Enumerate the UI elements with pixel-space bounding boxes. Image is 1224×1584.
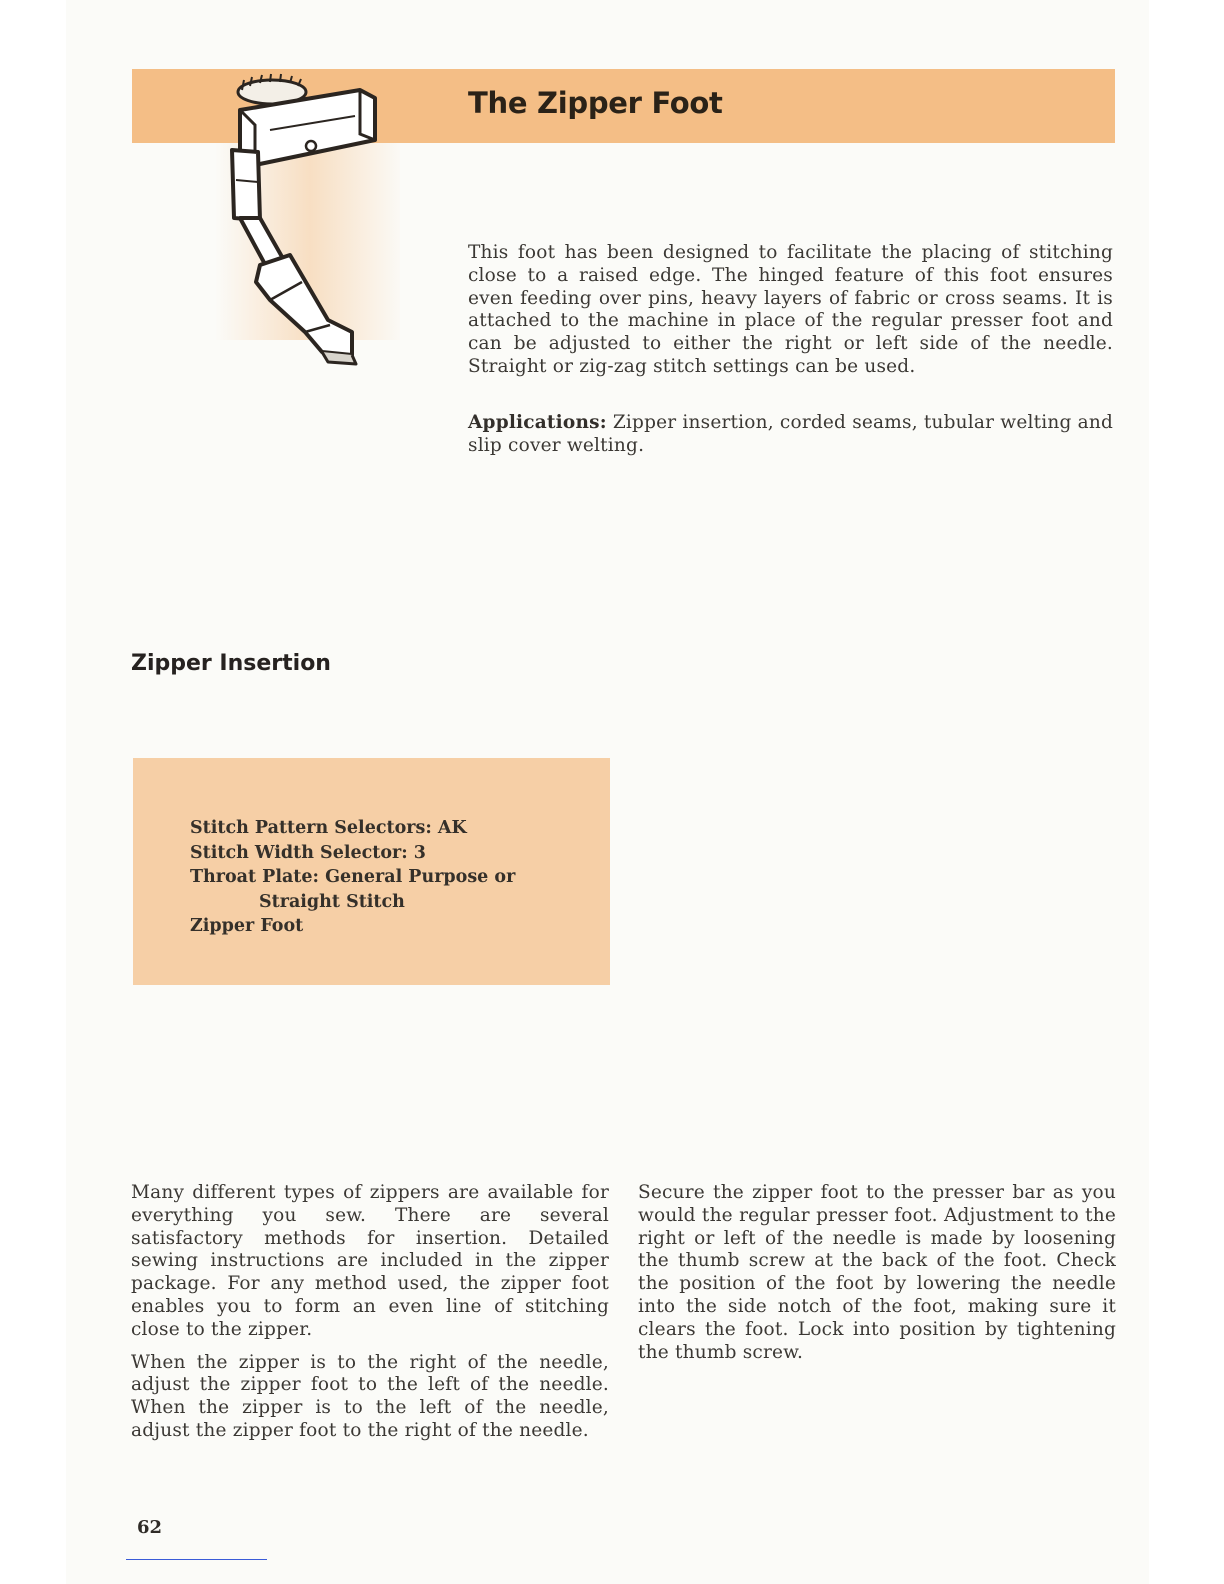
right-column xyxy=(638,1182,1116,1374)
page-title: The Zipper Foot xyxy=(468,86,723,120)
setting-stitch-pattern: Stitch Pattern Selectors: AK xyxy=(190,818,467,838)
setting-throat-plate: Throat Plate: General Purpose or xyxy=(190,867,516,887)
applications-text: Zipper insertion, corded seams, tubular welting and slip cover welting. xyxy=(468,412,1113,456)
left-paragraph: When the zipper is to the right of the needle, adjust the zipper foot to the left of the needle. When the zipper is to the left of the needle, adjust the zipper foot to the right of the needle. xyxy=(131,1351,609,1441)
left-paragraph: Many different types of zippers are available for everything you sew. There are several satisfactory methods for insertion. Detailed sewing instructions are included in the zipper package. For any method used, the zipper foot enables you to form an even line of stitching close to the zipper. xyxy=(131,1182,609,1340)
scan-margin-left xyxy=(0,0,66,1584)
setting-throat-plate-cont: Straight Stitch xyxy=(259,891,405,912)
applications-label: Applications: xyxy=(468,412,607,433)
page-number: 62 xyxy=(137,1517,163,1538)
section-heading: Zipper Insertion xyxy=(131,651,331,676)
zipper-foot-illustration xyxy=(210,70,400,370)
setting-stitch-width: Stitch Width Selector: 3 xyxy=(190,842,426,863)
applications-paragraph xyxy=(468,412,1113,458)
footer-rule xyxy=(126,1559,267,1560)
left-column xyxy=(131,1182,609,1453)
setting-foot: Zipper Foot xyxy=(190,916,304,936)
settings-list xyxy=(190,816,515,939)
intro-paragraph: This foot has been designed to facilitate the placing of stitching close to a raised edge. The hinged feature of this foot ensures even feeding over pins, heavy layers of fabric or cross seams. It is attached to the machine in place of the regular presser foot and can be adjusted to either the right or left side of the needle. Straight or zig-zag stitch settings can be used. xyxy=(468,242,1113,377)
settings-box xyxy=(133,758,610,985)
right-paragraph: Secure the zipper foot to the presser bar as you would the regular presser foot. Adjustment to the right or left of the needle is made by loosening the thumb screw at the back of the foot. Check the position of the foot by lowering the needle into the side notch of the foot, making sure it clears the foot. Lock into position by tightening the thumb screw. xyxy=(638,1182,1116,1363)
scan-margin-right xyxy=(1149,0,1224,1584)
